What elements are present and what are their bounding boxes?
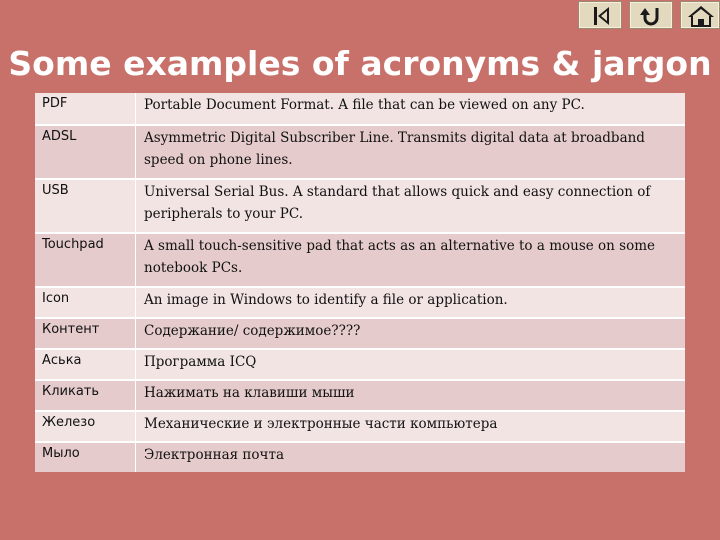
definition-cell: Электронная почта [136,442,686,472]
table-row [35,411,685,442]
definition-cell: Asymmetric Digital Subscriber Line. Transmits digital data at broadband speed on phone lines. [136,125,686,179]
definition-cell: Universal Serial Bus. A standard that allows quick and easy connection of peripherals to your PC. [136,179,686,233]
table-row [35,380,685,411]
term-cell: Аська [35,349,136,380]
term-cell: Контент [35,318,136,349]
table-row [35,318,685,349]
nav-home-button[interactable] [680,1,720,29]
definition-cell: Программа ICQ [136,349,686,380]
term-cell: USB [35,179,136,233]
nav-back-button[interactable] [578,1,622,29]
definition-cell: Содержание/ содержимое???? [136,318,686,349]
term-cell: ADSL [35,125,136,179]
nav-return-button[interactable] [629,1,673,29]
definition-cell: Нажимать на клавиши мыши [136,380,686,411]
page-title: Some examples of acronyms & jargon [8,44,712,83]
glossary-table [35,93,685,472]
table-row [35,442,685,472]
table-row [35,349,685,380]
table-row [35,233,685,287]
table-row [35,125,685,179]
definition-cell: An image in Windows to identify a file or application. [136,287,686,318]
term-cell: Icon [35,287,136,318]
table-row [35,179,685,233]
definition-cell: Portable Document Format. A file that can be viewed on any PC. [136,93,686,125]
definition-cell: Механические и электронные части компьютера [136,411,686,442]
term-cell: Кликать [35,380,136,411]
table-row [35,287,685,318]
term-cell: PDF [35,93,136,125]
term-cell: Touchpad [35,233,136,287]
term-cell: Мыло [35,442,136,472]
table-row [35,93,685,125]
definition-cell: A small touch-sensitive pad that acts as an alternative to a mouse on some notebook PCs. [136,233,686,287]
term-cell: Железо [35,411,136,442]
